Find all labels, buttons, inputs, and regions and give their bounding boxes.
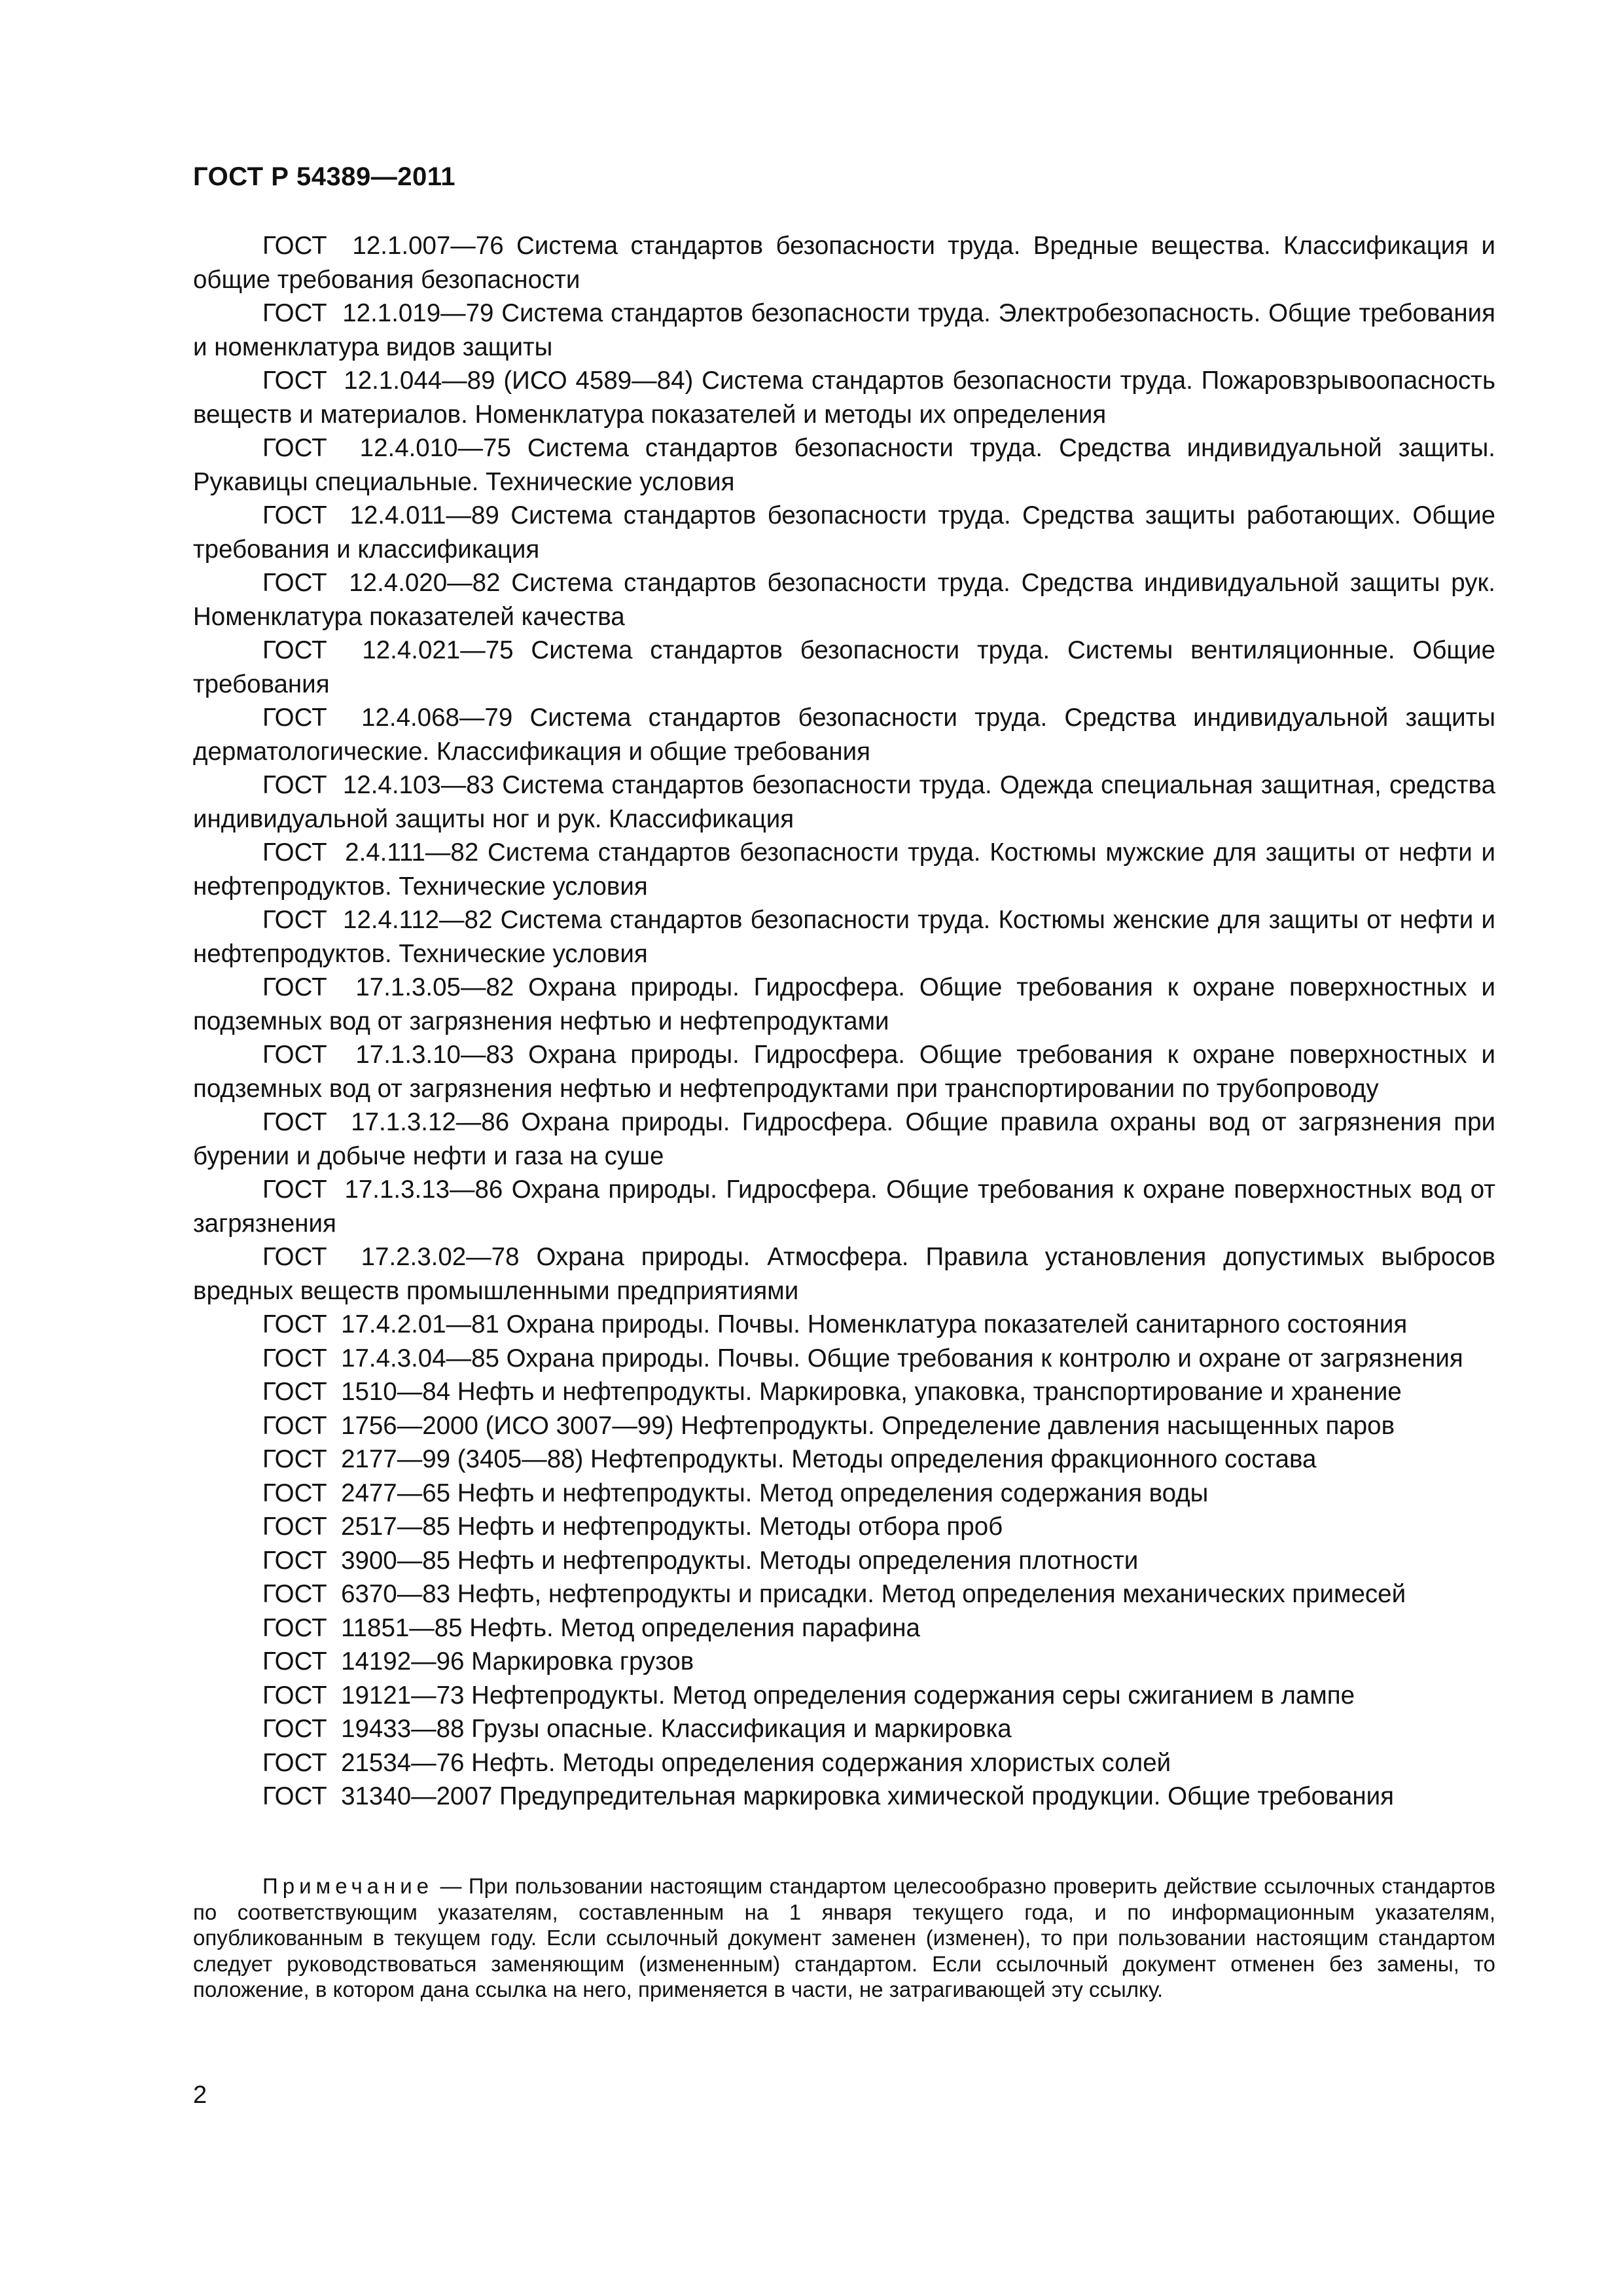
reference-item [193, 1477, 1495, 1511]
reference-title: Система стандартов безопасности труда. Системы вентиляционные. Общие требования [193, 636, 1495, 698]
reference-title: Нефть и нефтепродукты. Методы отбора проб [457, 1513, 1003, 1541]
page-number: 2 [193, 2081, 207, 2109]
note-label: Примечание [262, 1874, 434, 1898]
reference-item [193, 1240, 1495, 1308]
note-paragraph [193, 1873, 1495, 2003]
reference-code: ГОСТ 12.4.010—75 [262, 434, 511, 462]
reference-item [193, 566, 1495, 634]
reference-item [193, 1544, 1495, 1578]
reference-code: ГОСТ 2.4.111—82 [262, 838, 479, 867]
reference-title: Система стандартов безопасности труда. Костюмы женские для защиты от нефти и нефтепродуктов. Технические условия [193, 906, 1495, 968]
reference-code: ГОСТ 2177—99 [262, 1445, 451, 1473]
reference-item [193, 701, 1495, 768]
reference-item [193, 364, 1495, 431]
reference-item [193, 634, 1495, 701]
reference-title: (ИСО 4589—84) Система стандартов безопасности труда. Пожаровзрывоопасность веществ и материалов. Номенклатура показателей и методы их определения [193, 367, 1496, 429]
reference-item [193, 1038, 1495, 1105]
reference-item [193, 1746, 1495, 1780]
reference-item [193, 1342, 1495, 1376]
reference-title: Система стандартов безопасности труда. Электробезопасность. Общие требования и номенклатура видов защиты [193, 299, 1495, 361]
reference-title: Охрана природы. Атмосфера. Правила установления допустимых выбросов вредных веществ промышленными предприятиями [193, 1243, 1496, 1305]
reference-item [193, 836, 1495, 903]
reference-item [193, 1712, 1495, 1746]
reference-item [193, 903, 1495, 971]
reference-code: ГОСТ 12.1.019—79 [262, 299, 494, 327]
reference-item [193, 1105, 1495, 1173]
reference-code: ГОСТ 12.1.044—89 [262, 367, 495, 395]
reference-code: ГОСТ 17.1.3.10—83 [262, 1041, 514, 1069]
reference-title: Нефть. Метод определения парафина [469, 1613, 920, 1642]
note-text: При пользовании настоящим стандартом целесообразно проверить действие ссылочных стандартов по соответствующим указателям, составленным на 1 января текущего года, и по информационным указателям, опубликованным в текущем году. Если ссылочный документ заменен (изменен), то при пользовании настоящим стандартом следует руководствоваться заменяющим (измененным) стандартом. Если ссылочный документ отменен без замены, то положение, в котором дана ссылка на него, применяется в части, не затрагивающей эту ссылку. [193, 1874, 1495, 2001]
reference-title: (ИСО 3007—99) Нефтепродукты. Определение давления насыщенных паров [485, 1411, 1395, 1440]
document-header: ГОСТ Р 54389—2011 [193, 162, 455, 191]
reference-title: Грузы опасные. Классификация и маркировка [471, 1715, 1012, 1743]
reference-title: Нефть и нефтепродукты. Методы определения плотности [457, 1546, 1139, 1575]
reference-title: Система стандартов безопасности труда. Вредные вещества. Классификация и общие требования безопасности [193, 232, 1495, 294]
reference-title: Охрана природы. Гидросфера. Общие требования к охране поверхностных вод от загрязнения [193, 1175, 1495, 1238]
reference-item [193, 1645, 1495, 1679]
reference-title: Нефть. Методы определения содержания хлористых солей [471, 1748, 1171, 1777]
reference-code: ГОСТ 17.2.3.02—78 [262, 1243, 520, 1271]
reference-code: ГОСТ 12.4.068—79 [262, 704, 513, 732]
reference-title: (3405—88) Нефтепродукты. Методы определения фракционного состава [457, 1445, 1317, 1473]
reference-item [193, 971, 1495, 1038]
reference-item [193, 1510, 1495, 1544]
reference-code: ГОСТ 3900—85 [262, 1546, 451, 1575]
note-dash: — [433, 1874, 469, 1898]
reference-item [193, 499, 1495, 566]
reference-item [193, 768, 1495, 836]
reference-code: ГОСТ 21534—76 [262, 1748, 465, 1777]
reference-title: Нефть, нефтепродукты и присадки. Метод определения механических примесей [457, 1580, 1406, 1608]
reference-item [193, 1611, 1495, 1645]
reference-item [193, 229, 1495, 296]
reference-code: ГОСТ 17.1.3.12—86 [262, 1108, 510, 1136]
reference-title: Охрана природы. Гидросфера. Общие требования к охране поверхностных и подземных вод от загрязнения нефтью и нефтепродуктами при транспортировании по трубопроводу [193, 1041, 1495, 1103]
reference-code: ГОСТ 31340—2007 [262, 1782, 493, 1810]
reference-code: ГОСТ 6370—83 [262, 1580, 451, 1608]
normative-references-list [193, 229, 1495, 1814]
reference-code: ГОСТ 12.4.103—83 [262, 771, 495, 799]
reference-item [193, 1409, 1495, 1443]
reference-code: ГОСТ 12.4.020—82 [262, 569, 501, 597]
reference-code: ГОСТ 1510—84 [262, 1378, 451, 1406]
reference-code: ГОСТ 19121—73 [262, 1681, 465, 1710]
reference-title: Система стандартов безопасности труда. Средства индивидуальной защиты. Рукавицы специальные. Технические условия [193, 434, 1495, 496]
reference-code: ГОСТ 19433—88 [262, 1715, 465, 1743]
reference-code: ГОСТ 17.4.3.04—85 [262, 1344, 499, 1372]
reference-item [193, 1375, 1495, 1409]
reference-item [193, 431, 1495, 499]
reference-item [193, 1173, 1495, 1240]
reference-title: Система стандартов безопасности труда. Костюмы мужские для защиты от нефти и нефтепродуктов. Технические условия [193, 838, 1495, 901]
reference-item [193, 1308, 1495, 1342]
reference-title: Маркировка грузов [471, 1647, 694, 1676]
reference-item [193, 1443, 1495, 1477]
reference-code: ГОСТ 1756—2000 [262, 1411, 478, 1440]
reference-code: ГОСТ 12.4.011—89 [262, 501, 499, 529]
reference-code: ГОСТ 2477—65 [262, 1479, 451, 1507]
reference-code: ГОСТ 14192—96 [262, 1647, 465, 1676]
reference-title: Охрана природы. Гидросфера. Общие правила охраны вод от загрязнения при бурении и добыче нефти и газа на суше [193, 1108, 1496, 1170]
reference-title: Система стандартов безопасности труда. Одежда специальная защитная, средства индивидуальной защиты ног и рук. Классификация [193, 771, 1495, 833]
reference-code: ГОСТ 2517—85 [262, 1513, 451, 1541]
reference-code: ГОСТ 17.1.3.13—86 [262, 1175, 503, 1204]
reference-title: Система стандартов безопасности труда. Средства индивидуальной защиты рук. Номенклатура показателей качества [193, 569, 1495, 631]
reference-item [193, 296, 1495, 364]
reference-title: Охрана природы. Почвы. Общие требования к контролю и охране от загрязнения [506, 1344, 1463, 1372]
reference-title: Система стандартов безопасности труда. Средства индивидуальной защиты дерматологические. Классификация и общие требования [193, 704, 1495, 766]
reference-code: ГОСТ 17.1.3.05—82 [262, 973, 514, 1001]
reference-title: Нефтепродукты. Метод определения содержания серы сжиганием в лампе [471, 1681, 1355, 1710]
reference-title: Нефть и нефтепродукты. Метод определения содержания воды [457, 1479, 1209, 1507]
reference-title: Охрана природы. Гидросфера. Общие требования к охране поверхностных и подземных вод от загрязнения нефтью и нефтепродуктами [193, 973, 1495, 1035]
reference-title: Система стандартов безопасности труда. Средства защиты работающих. Общие требования и классификация [193, 501, 1495, 564]
reference-code: ГОСТ 12.1.007—76 [262, 232, 504, 260]
reference-title: Охрана природы. Почвы. Номенклатура показателей санитарного состояния [506, 1310, 1408, 1338]
reference-item [193, 1780, 1495, 1814]
reference-item [193, 1679, 1495, 1713]
reference-title: Предупредительная маркировка химической продукции. Общие требования [499, 1782, 1394, 1810]
reference-code: ГОСТ 17.4.2.01—81 [262, 1310, 499, 1338]
reference-code: ГОСТ 12.4.021—75 [262, 636, 514, 664]
reference-code: ГОСТ 11851—85 [262, 1613, 463, 1642]
reference-code: ГОСТ 12.4.112—82 [262, 906, 493, 934]
reference-item [193, 1577, 1495, 1611]
reference-title: Нефть и нефтепродукты. Маркировка, упаковка, транспортирование и хранение [457, 1378, 1402, 1406]
